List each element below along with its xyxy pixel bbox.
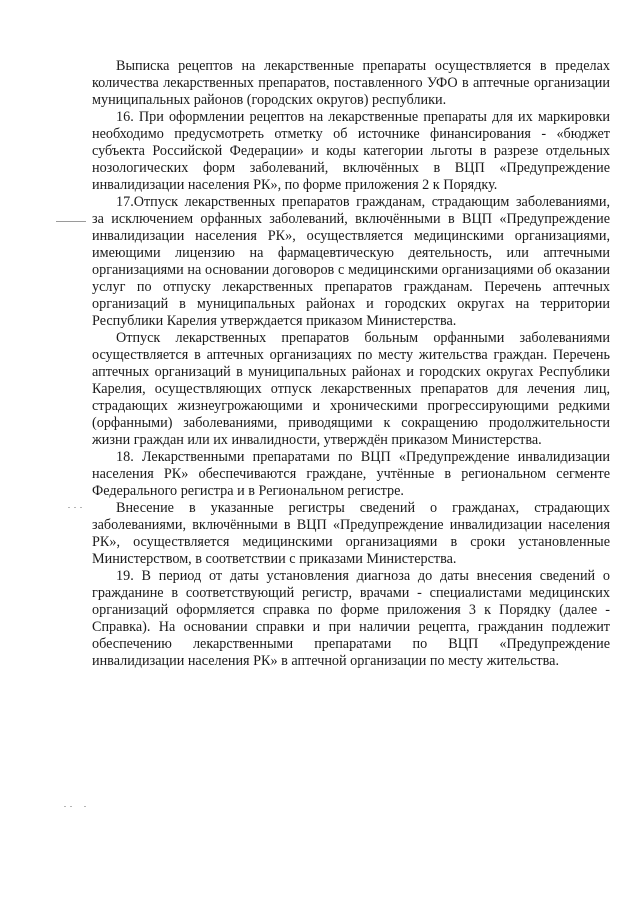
margin-scan-mark <box>56 221 86 222</box>
document-body <box>92 58 610 670</box>
paragraph-16-prescription-marking: 16. При оформлении рецептов на лекарственные препараты для их маркировки необходимо предусмотреть отметку об источнике финансирования - «бюджет субъекта Российской Федерации» и коды категории льготы в разрезе отдельных нозологических форм заболеваний, включённых в ВЦП «Предупреждение инвалидизации населения РК», по форме приложения 2 к Порядку. <box>92 109 610 193</box>
margin-scan-dot <box>74 507 76 508</box>
paragraph-19-certificate: 19. В период от даты установления диагноза до даты внесения сведений о гражданине в соответствующий регистр, врачами - специалистами медицинских организаций оформляется справка по форме приложения 3 к Порядку (далее - Справка). На основании справки и при наличии рецепта, гражданин подлежит обеспечению лекарственными препаратами по ВЦП «Предупреждение инвалидизации населения РК» в аптечной организации по месту жительства. <box>92 568 610 669</box>
paragraph-17-drug-dispensing: 17.Отпуск лекарственных препаратов гражданам, страдающим заболеваниями, за исключением орфанных заболеваний, включёнными в ВЦП «Предупреждение инвалидизации населения РК», осуществляется медицинскими организациями, имеющими лицензию на фармацевтическую деятельность, или аптечными организациями на основании договоров с медицинскими организациями об оказании услуг по отпуску лекарственных препаратов гражданам. Перечень аптечных организаций в муниципальных районах и городских округах на территории Республики Карелия утверждается приказом Министерства. <box>92 194 610 329</box>
paragraph-18-registry-provision: 18. Лекарственными препаратами по ВЦП «Предупреждение инвалидизации населения РК» обеспечиваются граждане, учтённые в региональном сегменте Федерального регистра и в Региональном регистре. <box>92 449 610 499</box>
margin-scan-dot <box>64 806 66 807</box>
margin-scan-dot <box>84 806 86 807</box>
paragraph-prescription-limits: Выписка рецептов на лекарственные препараты осуществляется в пределах количества лекарственных препаратов, поставленного УФО в аптечные организации муниципальных районов (городских округов) республики. <box>92 58 610 108</box>
margin-scan-dot <box>80 507 82 508</box>
margin-scan-dot <box>68 507 70 508</box>
paragraph-registry-entry: Внесение в указанные регистры сведений о гражданах, страдающих заболеваниями, включёнными в ВЦП «Предупреждение инвалидизации населения РК», осуществляется медицинскими организациями в сроки установленные Министерством, в соответствии с приказами Министерства. <box>92 500 610 567</box>
paragraph-orphan-diseases-dispensing: Отпуск лекарственных препаратов больным орфанными заболеваниями осуществляется в аптечных организациях по месту жительства граждан. Перечень аптечных организаций в муниципальных районах и городских округах Республики Карелия, осуществляющих отпуск лекарственных препаратов для лечения лиц, страдающих жизнеугрожающими и хроническими прогрессирующими редкими (орфанными) заболеваниями, приводящими к сокращению продолжительности жизни граждан или их инвалидности, утверждён приказом Министерства. <box>92 330 610 448</box>
margin-scan-dot <box>70 806 72 807</box>
